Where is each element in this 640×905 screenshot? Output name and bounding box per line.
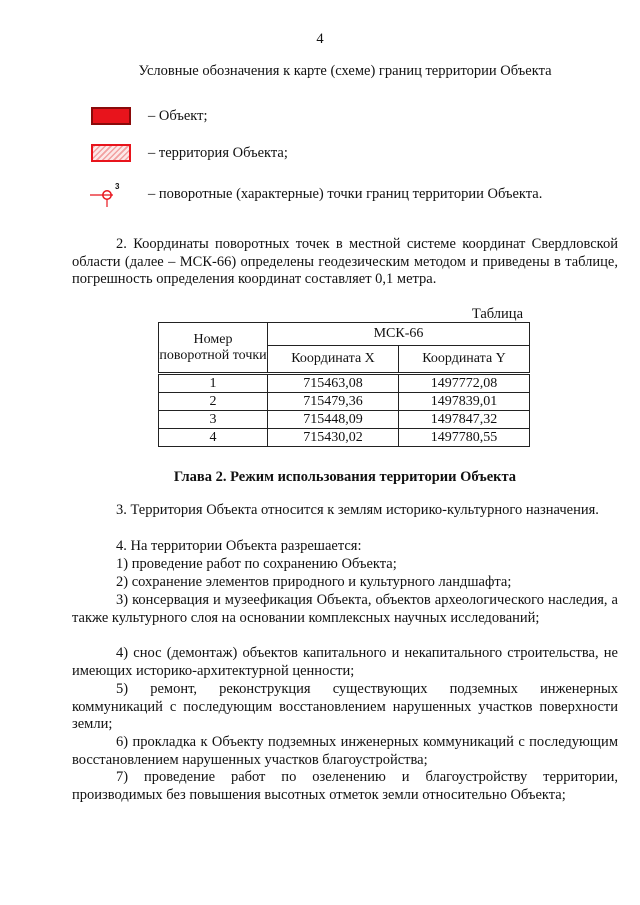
x-cell: 715463,08 bbox=[268, 374, 399, 393]
y-cell: 1497772,08 bbox=[399, 374, 530, 393]
coordinates-table bbox=[158, 322, 530, 447]
table-row bbox=[159, 429, 530, 447]
table-row bbox=[159, 374, 530, 393]
page-number: 4 bbox=[316, 31, 324, 47]
clause-4-item-2: 2) сохранение элементов природного и культурного ландшафта; bbox=[116, 574, 512, 590]
table-caption: Таблица bbox=[471, 306, 523, 322]
clause-4-item-1: 1) проведение работ по сохранению Объекта; bbox=[116, 556, 397, 572]
clause-4-item-7: 7) проведение работ по озеленению и благоустройству территории, производимых без повышения высотных отметок земли относительно Объекта; bbox=[72, 769, 618, 803]
clause-4: 4. На территории Объекта разрешается: bbox=[116, 538, 362, 554]
clause-4-item-6: 6) прокладка к Объекту подземных инженерных коммуникаций с последующим восстановлением нарушенных участков благоустройства; bbox=[72, 734, 618, 768]
y-cell: 1497839,01 bbox=[399, 393, 530, 411]
x-cell: 715479,36 bbox=[268, 393, 399, 411]
legend-item-territory-text: – территория Объекта; bbox=[148, 144, 288, 161]
section-2-paragraph: 2. Координаты поворотных точек в местной системе координат Свердловской области (далее – МСК-66) определены геодезическим методом и приведены в таблице, погрешность определения координат составляет 0,1 метра. bbox=[72, 236, 618, 287]
point-number-cell: 2 bbox=[159, 393, 268, 411]
point-number-cell: 1 bbox=[159, 374, 268, 393]
clause-4-item-3: 3) консервация и музеефикация Объекта, объектов археологического наследия, а также культурного слоя на основании комплексных научных исследований; bbox=[72, 592, 618, 626]
legend-item-turning-point-text: – поворотные (характерные) точки границ территории Объекта. bbox=[148, 185, 543, 202]
table-row bbox=[159, 393, 530, 411]
point-number-cell: 4 bbox=[159, 429, 268, 447]
point-number-cell: 3 bbox=[159, 411, 268, 429]
legend-item-object bbox=[90, 104, 208, 128]
chapter-2-title: Глава 2. Режим использования территории Объекта bbox=[173, 469, 517, 485]
clause-4-item-4: 4) снос (демонтаж) объектов капитального и некапитального строительства, не имеющих историко-архитектурной ценности; bbox=[72, 645, 618, 679]
legend-item-turning-point bbox=[90, 182, 542, 206]
territory-hatch-icon bbox=[90, 142, 132, 164]
object-fill-icon bbox=[90, 105, 132, 127]
header-y: Координата Y bbox=[399, 346, 530, 374]
legend-title: Условные обозначения к карте (схеме) границ территории Объекта bbox=[138, 63, 552, 79]
x-cell: 715430,02 bbox=[268, 429, 399, 447]
header-point-number: Номер поворотной точки bbox=[159, 323, 268, 374]
header-system: МСК-66 bbox=[268, 323, 530, 346]
clause-4-item-5: 5) ремонт, реконструкция существующих подземных инженерных коммуникаций с последующим восстановлением нарушенных участков поверхности земли; bbox=[72, 681, 618, 732]
header-x: Координата X bbox=[268, 346, 399, 374]
turning-point-icon bbox=[90, 183, 132, 205]
turning-point-icon-label: 3 bbox=[115, 182, 120, 191]
legend-item-object-text: – Объект; bbox=[148, 107, 208, 124]
x-cell: 715448,09 bbox=[268, 411, 399, 429]
y-cell: 1497847,32 bbox=[399, 411, 530, 429]
table-row bbox=[159, 411, 530, 429]
y-cell: 1497780,55 bbox=[399, 429, 530, 447]
clause-3: 3. Территория Объекта относится к землям историко-культурного назначения. bbox=[116, 502, 599, 518]
legend-item-territory bbox=[90, 141, 288, 165]
